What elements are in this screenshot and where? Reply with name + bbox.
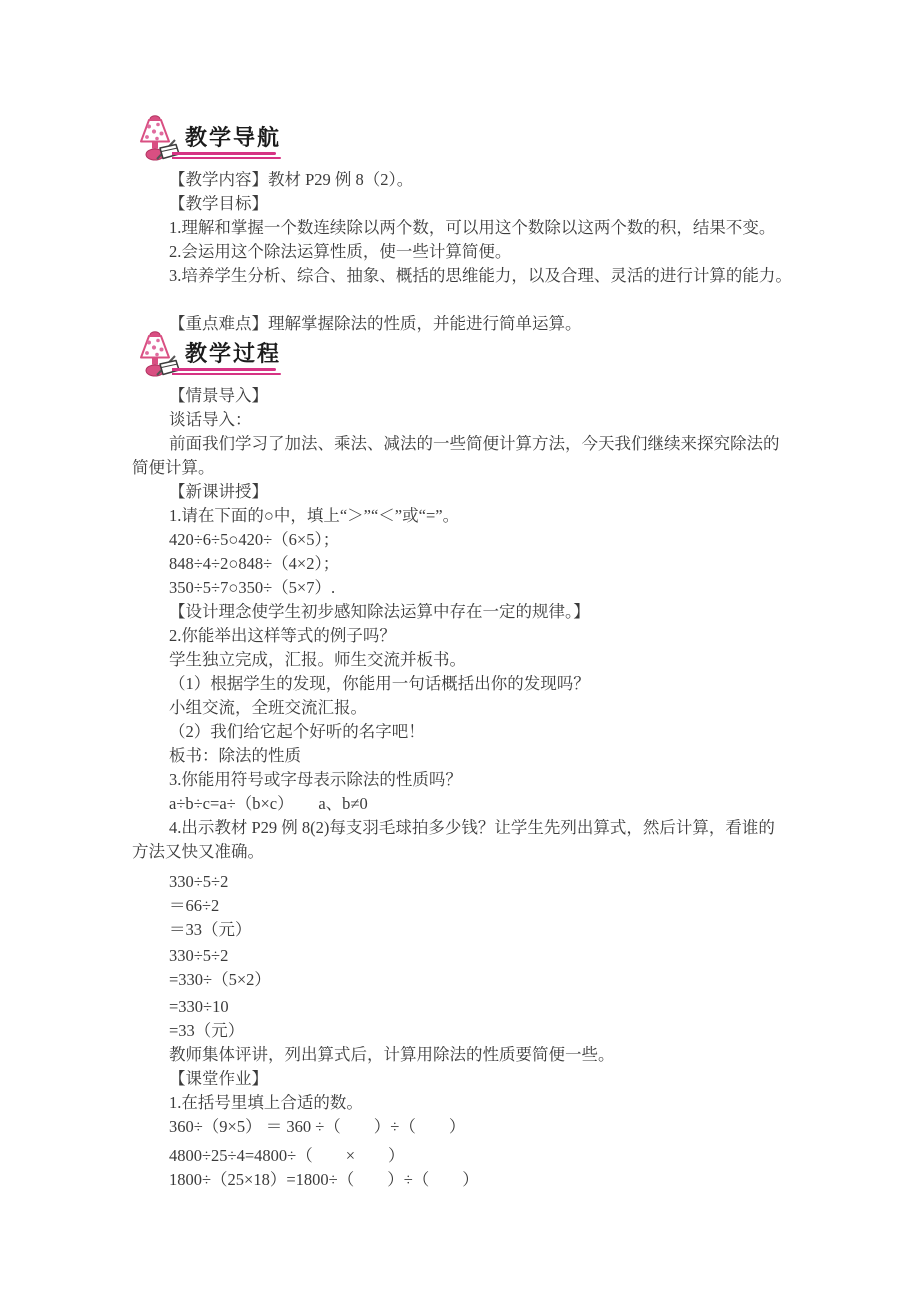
text-line: 【重点难点】理解掌握除法的性质，并能进行简单运算。 bbox=[169, 314, 582, 333]
header-underline bbox=[172, 368, 282, 375]
text-line: =330÷10 bbox=[169, 997, 229, 1016]
text-line: 1.在括号里填上合适的数。 bbox=[169, 1093, 363, 1112]
text-line: 420÷6÷5○420÷（6×5）； bbox=[169, 530, 340, 549]
text-line: 330÷5÷2 bbox=[169, 946, 229, 965]
section-title: 教学过程 bbox=[185, 341, 282, 366]
blank-line bbox=[132, 288, 804, 312]
text-line: 3.你能用符号或字母表示除法的性质吗？ bbox=[169, 770, 462, 789]
text-line: 330÷5÷2 bbox=[169, 872, 229, 891]
text-line: 【情景导入】 bbox=[169, 386, 268, 405]
text-line: ＝33（元） bbox=[169, 920, 252, 939]
text-line: 2.会运用这个除法运算性质，使一些计算简便。 bbox=[169, 242, 512, 261]
text-line: 学生独立完成，汇报。师生交流并板书。 bbox=[169, 650, 466, 669]
text-line: 360÷（9×5） ＝ 360 ÷（ ）÷（ ） bbox=[169, 1117, 466, 1136]
header-underline bbox=[172, 152, 282, 159]
text-line: 3.培养学生分析、综合、抽象、概括的思维能力，以及合理、灵活的进行计算的能力。 bbox=[169, 266, 792, 285]
text-line: 小组交流，全班交流汇报。 bbox=[169, 698, 367, 717]
text-line: =33（元） bbox=[169, 1021, 245, 1040]
text-line: （2）我们给它起个好听的名字吧！ bbox=[169, 722, 425, 741]
text-line: 848÷4÷2○848÷（4×2）； bbox=[169, 554, 340, 573]
text-line: （1）根据学生的发现，你能用一句话概括出你的发现吗？ bbox=[169, 674, 590, 693]
text-line: 板书：除法的性质 bbox=[169, 746, 301, 765]
text-line: 【教学内容】教材 P29 例 8（2）。 bbox=[169, 170, 414, 189]
text-line: 【教学目标】 bbox=[169, 194, 268, 213]
text-line: 1800÷（25×18）=1800÷（ ）÷（ ） bbox=[169, 1170, 479, 1189]
text-line: 【设计理念使学生初步感知除法运算中存在一定的规律。】 bbox=[169, 602, 590, 621]
text-line: a÷b÷c=a÷（b×c） a、b≠0 bbox=[169, 794, 368, 813]
text-line: 1.理解和掌握一个数连续除以两个数，可以用这个数除以这两个数的积，结果不变。 bbox=[169, 218, 776, 237]
text-line: 2.你能举出这样等式的例子吗？ bbox=[169, 626, 396, 645]
text-line: 4.出示教材 P29 例 8(2)每支羽毛球拍多少钱？让学生先列出算式，然后计算，看谁的 bbox=[169, 818, 775, 837]
section-header-jiaoxue-daohang bbox=[132, 114, 804, 164]
text-line: =330÷（5×2） bbox=[169, 970, 271, 989]
section-body-guocheng bbox=[132, 384, 804, 1192]
section-title: 教学导航 bbox=[185, 125, 282, 150]
text-line: 350÷5÷7○350÷（5×7）. bbox=[169, 578, 336, 597]
section-body-daohang bbox=[132, 168, 804, 336]
text-line: 【新课讲授】 bbox=[169, 482, 268, 501]
text-line: 【课堂作业】 bbox=[169, 1069, 268, 1088]
section-header-jiaoxue-guocheng bbox=[132, 330, 804, 380]
text-line: 1.请在下面的○中，填上“＞”“＜”或“=”。 bbox=[169, 506, 460, 525]
text-line: 教师集体评讲，列出算式后，计算用除法的性质要简便一些。 bbox=[169, 1045, 615, 1064]
text-line: 方法又快又准确。 bbox=[132, 842, 264, 861]
text-line: ＝66÷2 bbox=[169, 896, 220, 915]
text-line: 前面我们学习了加法、乘法、减法的一些简便计算方法，今天我们继续来探究除法的 bbox=[169, 434, 780, 453]
text-line: 简便计算。 bbox=[132, 458, 215, 477]
text-line: 4800÷25÷4=4800÷（ × ） bbox=[169, 1146, 405, 1165]
page-content bbox=[132, 114, 804, 1192]
text-line: 谈话导入： bbox=[169, 410, 252, 429]
